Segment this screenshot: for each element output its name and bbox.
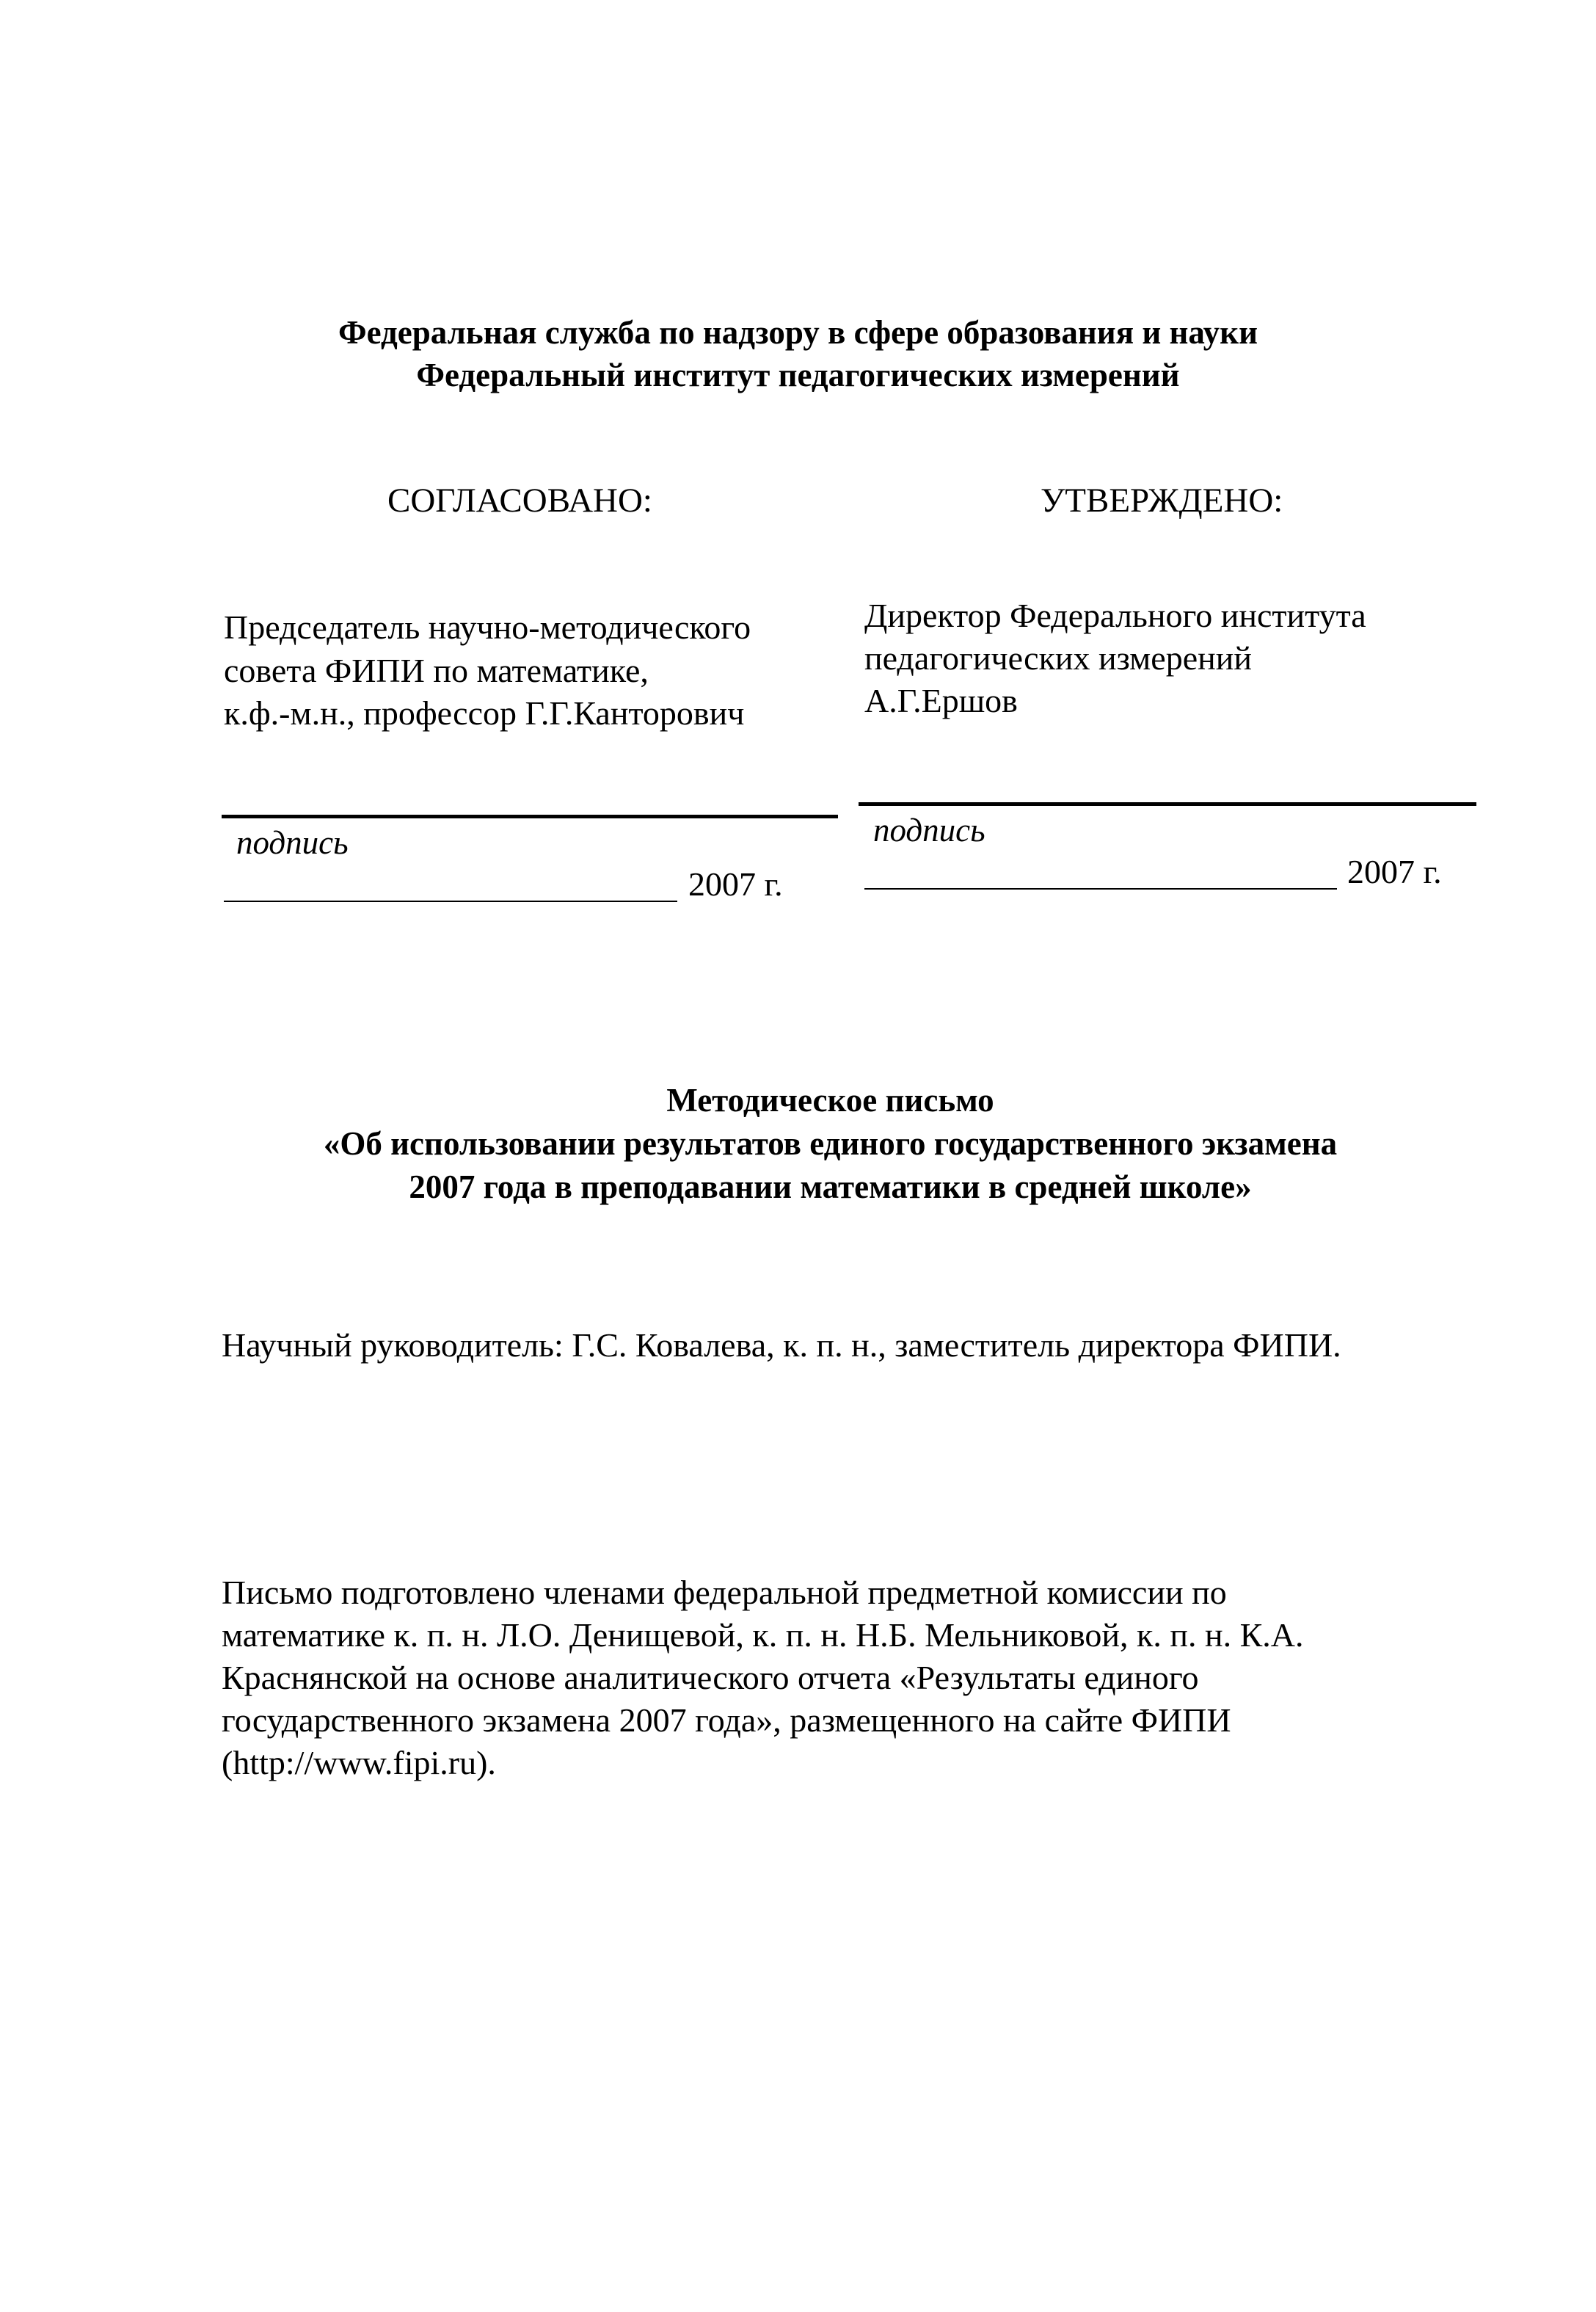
document-title-line-2: «Об использовании результатов единого государственного экзамена (323, 1125, 1338, 1162)
agreed-label: СОГЛАСОВАНО: (387, 481, 652, 520)
header-line-1: Федеральная служба по надзору в сфере образования и науки (338, 314, 1258, 351)
right-year: 2007 г. (1347, 853, 1442, 890)
left-block-line-2: совета ФИПИ по математике, (224, 652, 649, 689)
left-signature-line (222, 815, 838, 818)
left-block-line-1: Председатель научно-методического (224, 608, 751, 646)
header-line-2: Федеральный институт педагогических измерений (416, 357, 1180, 393)
approved-label: УТВЕРЖДЕНО: (1041, 481, 1283, 520)
left-date-underline (224, 901, 677, 902)
left-block-line-3: к.ф.-м.н., профессор Г.Г.Канторович (224, 694, 745, 732)
scientific-supervisor: Научный руководитель: Г.С. Ковалева, к. п. н., заместитель директора ФИПИ. (222, 1326, 1341, 1364)
right-signature-caption: подпись (873, 812, 985, 848)
document-title-line-1: Методическое письмо (666, 1082, 994, 1119)
right-signature-line (859, 802, 1476, 806)
prepared-by-line-1: Письмо подготовлено членами федеральной предметной комиссии по (222, 1574, 1227, 1611)
right-block-line-1: Директор Федерального института (864, 597, 1366, 634)
prepared-by-line-4: государственного экзамена 2007 года», размещенного на сайте ФИПИ (222, 1701, 1231, 1739)
document-title-line-3: 2007 года в преподавании математики в средней школе» (409, 1168, 1252, 1205)
prepared-by-line-3: Краснянской на основе аналитического отчета «Результаты единого (222, 1659, 1199, 1696)
right-block-line-2: педагогических измерений (864, 639, 1252, 677)
left-year: 2007 г. (688, 865, 783, 903)
right-block-line-3: А.Г.Ершов (864, 682, 1018, 719)
prepared-by-line-5: (http://www.fipi.ru). (222, 1744, 496, 1781)
right-date-underline (864, 888, 1337, 890)
prepared-by-line-2: математике к. п. н. Л.О. Денищевой, к. п. н. Н.Б. Мельниковой, к. п. н. К.А. (222, 1616, 1304, 1654)
left-signature-caption: подпись (236, 824, 349, 861)
